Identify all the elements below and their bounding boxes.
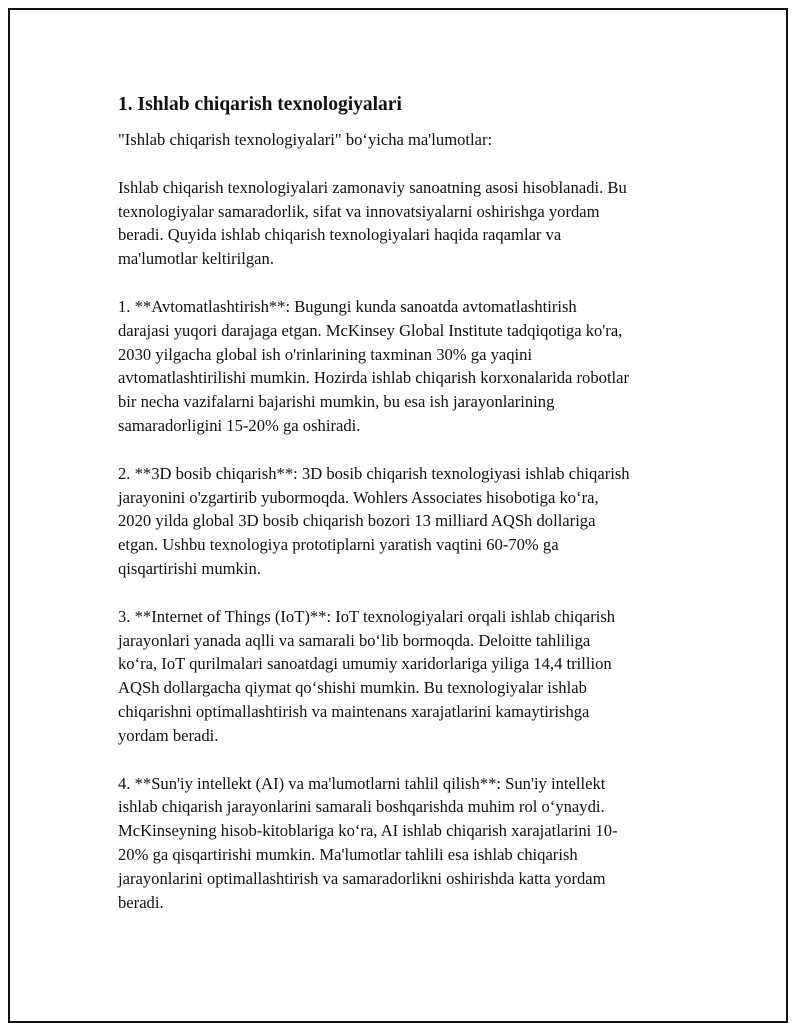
text-line: texnologiyalar samaradorlik, sifat va innovatsiyalarni oshirishga yordam bbox=[118, 201, 600, 221]
text-line: AQSh dollargacha qiymat qo‘shishi mumkin. Bu texnologiyalar ishlab bbox=[118, 678, 587, 698]
text-line: jarayonlari yanada aqlli va samarali bo‘lib bormoqda. Deloitte tahliliga bbox=[118, 630, 591, 650]
text-line: jarayonlarini optimallashtirish va samaradorlikni oshirishda katta yordam bbox=[118, 868, 606, 888]
text-line: 20% ga qisqartirishi mumkin. Ma'lumotlar tahlili esa ishlab chiqarish bbox=[118, 844, 578, 864]
text-line: jarayonini o'zgartirib yubormoqda. Wohlers Associates hisobotiga ko‘ra, bbox=[118, 487, 599, 507]
text-line: McKinseyning hisob-kitoblariga ko‘ra, AI ishlab chiqarish xarajatlarini 10- bbox=[118, 821, 618, 841]
text-line: beradi. bbox=[118, 892, 164, 912]
text-line: 1. **Avtomatlashtirish**: Bugungi kunda sanoatda avtomatlashtirish bbox=[118, 296, 577, 316]
document-intro: "Ishlab chiqarish texnologiyalari" bo‘yicha ma'lumotlar: bbox=[118, 130, 493, 149]
text-line: chiqarishni optimallashtirish va maintenans xarajatlarini kamaytirishga bbox=[118, 701, 590, 721]
text-line: 2. **3D bosib chiqarish**: 3D bosib chiqarish texnologiyasi ishlab chiqarish bbox=[118, 463, 630, 483]
document-title: 1. Ishlab chiqarish texnologiyalari bbox=[118, 94, 402, 115]
text-line: ishlab chiqarish jarayonlarini samarali boshqarishda muhim rol o‘ynaydi. bbox=[118, 797, 605, 817]
text-line: yordam beradi. bbox=[118, 725, 219, 745]
text-line: ko‘ra, IoT qurilmalari sanoatdagi umumiy xaridorlariga yiliga 14,4 trillion bbox=[118, 654, 612, 674]
text-line: darajasi yuqori darajaga etgan. McKinsey Global Institute tadqiqotiga ko'ra, bbox=[118, 320, 623, 340]
text-line: bir necha vazifalarni bajarishi mumkin, bu esa ish jarayonlarining bbox=[118, 392, 555, 412]
text-line: 4. **Sun'iy intellekt (AI) va ma'lumotlarni tahlil qilish**: Sun'iy intellekt bbox=[118, 773, 606, 793]
text-line: 3. **Internet of Things (IoT)**: IoT texnologiyalari orqali ishlab chiqarish bbox=[118, 606, 616, 626]
text-line: samaradorligini 15-20% ga oshiradi. bbox=[118, 415, 361, 435]
text-line: Ishlab chiqarish texnologiyalari zamonaviy sanoatning asosi hisoblanadi. Bu bbox=[118, 177, 627, 197]
text-line: beradi. Quyida ishlab chiqarish texnologiyalari haqida raqamlar va bbox=[118, 225, 562, 245]
text-line: qisqartirishi mumkin. bbox=[118, 558, 261, 578]
paragraph-automation bbox=[118, 295, 688, 438]
text-line: 2020 yilda global 3D bosib chiqarish bozori 13 milliard AQSh dollariga bbox=[118, 511, 596, 531]
document-content bbox=[118, 92, 688, 938]
paragraph-intro bbox=[118, 176, 688, 271]
text-line: etgan. Ushbu texnologiya prototiplarni yaratish vaqtini 60-70% ga bbox=[118, 535, 559, 555]
text-line: avtomatlashtirilishi mumkin. Hozirda ishlab chiqarish korxonalarida robotlar bbox=[118, 368, 630, 388]
paragraph-ai bbox=[118, 772, 688, 915]
text-line: 2030 yilgacha global ish o'rinlarining taxminan 30% ga yaqini bbox=[118, 344, 533, 364]
text-line: ma'lumotlar keltirilgan. bbox=[118, 249, 274, 269]
paragraph-3d-printing bbox=[118, 462, 688, 581]
paragraph-iot bbox=[118, 605, 688, 748]
